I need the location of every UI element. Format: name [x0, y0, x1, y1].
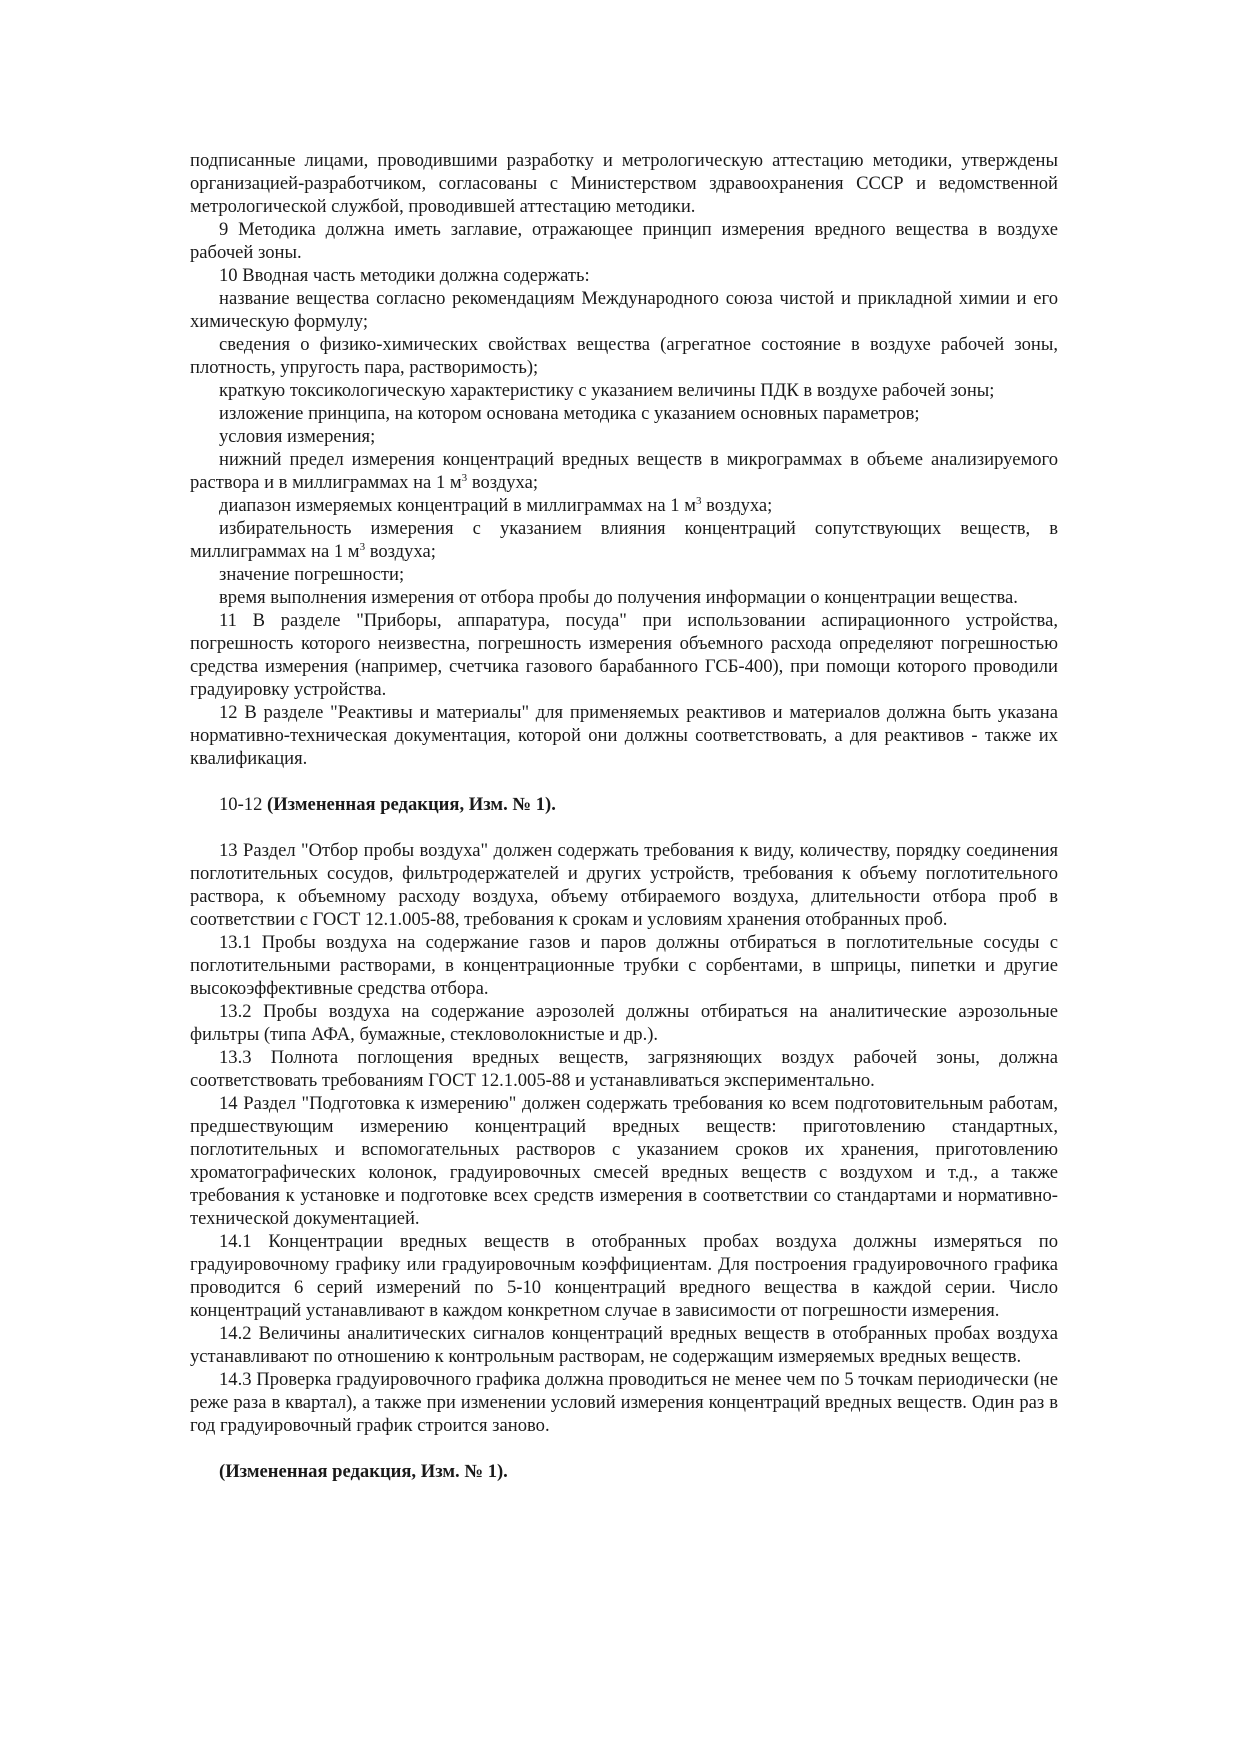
list-item-substance-name: название вещества согласно рекомендациям Международного союза чистой и прикладной химии и его химическую формулу;: [190, 288, 1058, 332]
list-item-duration: время выполнения измерения от отбора пробы до получения информации о концентрации вещества.: [219, 587, 1018, 608]
list-item-selectivity-tail: воздуха;: [365, 541, 436, 562]
list-item-properties: сведения о физико-химических свойствах вещества (агрегатное состояние в воздухе рабочей зоны, плотность, упругость пара, растворимость);: [190, 334, 1058, 378]
list-item-error: значение погрешности;: [219, 564, 405, 585]
list-item-range: [190, 494, 1058, 517]
list-item-selectivity-text: избирательность измерения с указанием влияния концентраций сопутствующих веществ, в миллиграммах на 1 м: [190, 518, 1058, 562]
document-page: [190, 149, 1058, 1483]
list-item-conditions: условия измерения;: [219, 426, 376, 447]
superscript-cube: 3: [359, 541, 366, 553]
list-item-lower-limit-text: нижний предел измерения концентраций вредных веществ в микрограммах в объеме анализируемого раствора и в миллиграммах на 1 м: [190, 449, 1058, 493]
paragraph-item-13-3: 13.3 Полнота поглощения вредных веществ, загрязняющих воздух рабочей зоны, должна соответствовать требованиям ГОСТ 12.1.005-88 и устанавливаться экспериментально.: [190, 1047, 1058, 1091]
paragraph-item-14-2: 14.2 Величины аналитических сигналов концентраций вредных веществ в отобранных пробах воздуха устанавливают по отношению к контрольным растворам, не содержащим измеряемых вредных веществ.: [190, 1323, 1058, 1367]
paragraph-item-9: 9 Методика должна иметь заглавие, отражающее принцип измерения вредного вещества в воздухе рабочей зоны.: [190, 219, 1058, 263]
paragraph-item-13-2: 13.2 Пробы воздуха на содержание аэрозолей должны отбираться на аналитические аэрозольные фильтры (типа АФА, бумажные, стекловолокнистые и др.).: [190, 1001, 1058, 1045]
paragraph-item-12: 12 В разделе "Реактивы и материалы" для применяемых реактивов и материалов должна быть указана нормативно-техническая документация, которой они должны соответствовать, а для реактивов - также их квалификация.: [190, 702, 1058, 769]
paragraph-item-14: 14 Раздел "Подготовка к измерению" должен содержать требования ко всем подготовительным работам, предшествующим измерению концентраций вредных веществ: приготовлению стандартных, поглотительных и вспомогательных растворов с указанием сроков их хранения, приготовлению хроматографических колонок, градуировочных смесей вредных веществ с воздухом и т.д., а также требования к установке и подготовке всех средств измерения в соответствии со стандартами и нормативно-технической документацией.: [190, 1093, 1058, 1229]
paragraph-continuation: подписанные лицами, проводившими разработку и метрологическую аттестацию методики, утверждены организацией-разработчиком, согласованы с Министерством здравоохранения СССР и ведомственной метрологической службой, проводившей аттестацию методики.: [190, 150, 1058, 217]
paragraph-item-13-1: 13.1 Пробы воздуха на содержание газов и паров должны отбираться в поглотительные сосуды с поглотительными растворами, в концентрационные трубки с сорбентами, в шприцы, пипетки и другие высокоэффективные средства отбора.: [190, 932, 1058, 999]
paragraph-item-14-1: 14.1 Концентрации вредных веществ в отобранных пробах воздуха должны измеряться по градуировочному графику или градуировочным коэффициентам. Для построения градуировочного графика проводится 6 серий измерений по 5-10 концентраций вредного вещества в каждой серии. Число концентраций устанавливают в каждом конкретном случае в зависимости от погрешности измерения.: [190, 1231, 1058, 1321]
list-item-selectivity: [190, 517, 1058, 563]
list-item-principle: изложение принципа, на котором основана методика с указанием основных параметров;: [219, 403, 920, 424]
amendment-note-10-12: [190, 793, 1058, 816]
paragraph-item-13: 13 Раздел "Отбор пробы воздуха" должен содержать требования к виду, количеству, порядку соединения поглотительных сосудов, фильтродержателей и других устройств, требования к объему поглотительного раствора, к объемному расходу воздуха, объему отбираемого воздуха, длительности отбора проб в соответствии с ГОСТ 12.1.005-88, требования к срокам и условиям хранения отобранных проб.: [190, 840, 1058, 930]
amendment-note-14: [190, 1460, 1058, 1483]
amendment-prefix: 10-12: [219, 794, 268, 815]
superscript-cube: 3: [461, 472, 468, 484]
list-item-toxicology: краткую токсикологическую характеристику с указанием величины ПДК в воздухе рабочей зоны;: [219, 380, 995, 401]
list-item-lower-limit: [190, 448, 1058, 494]
list-item-range-text: диапазон измеряемых концентраций в миллиграммах на 1 м: [219, 495, 696, 516]
amendment-label: (Измененная редакция, Изм. № 1).: [267, 794, 556, 815]
amendment-label: (Измененная редакция, Изм. № 1).: [219, 1461, 508, 1482]
paragraph-item-14-3: 14.3 Проверка градуировочного графика должна проводиться не менее чем по 5 точкам периодически (не реже раза в квартал), а также при изменении условий измерения концентраций вредных веществ. Один раз в год градуировочный график строится заново.: [190, 1369, 1058, 1436]
superscript-cube: 3: [696, 495, 702, 507]
paragraph-item-11: 11 В разделе "Приборы, аппаратура, посуда" при использовании аспирационного устройства, погрешность которого неизвестна, погрешность измерения объемного расхода определяют погрешностью средства измерения (например, счетчика газового барабанного ГСБ-400), при помощи которого проводили градуировку устройства.: [190, 610, 1058, 700]
list-item-range-tail: воздуха;: [701, 495, 773, 516]
paragraph-item-10: 10 Вводная часть методики должна содержать:: [219, 265, 590, 286]
list-item-lower-limit-tail: воздуха;: [467, 472, 539, 493]
